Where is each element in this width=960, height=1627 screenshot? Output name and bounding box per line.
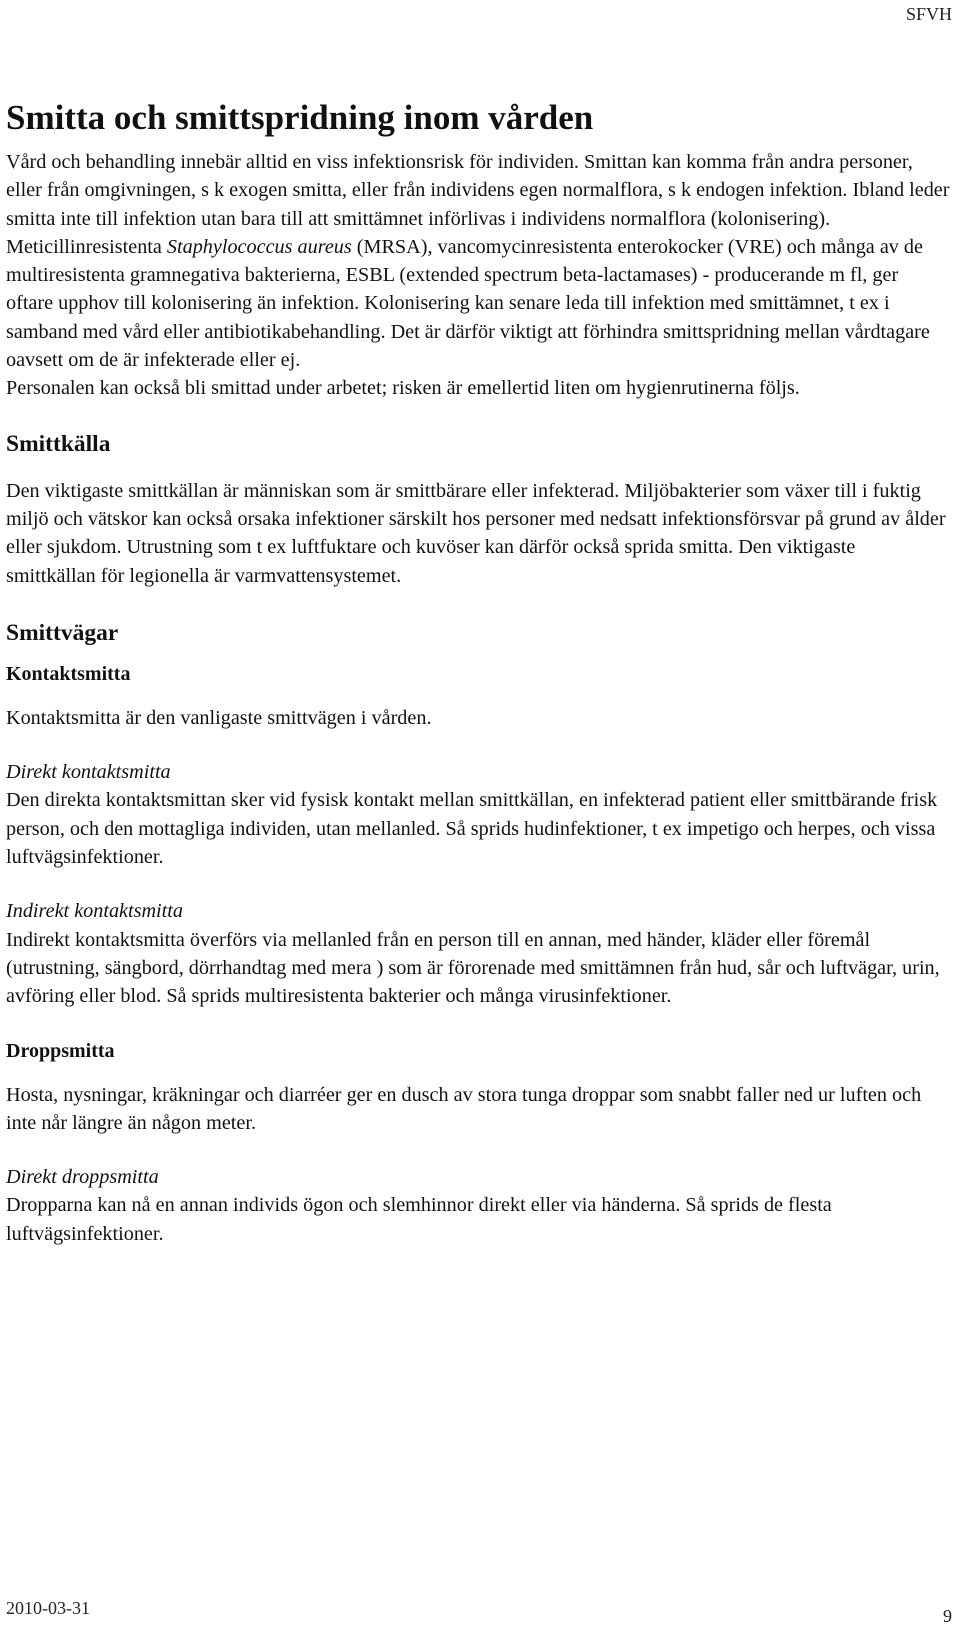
intro-text-b: (MRSA), vancomycinresistenta enterokocker (VRE) och många av de multiresistenta gramnegativa bakterierna, ESBL (extended spectrum beta-lactamases) - producerande m fl, ger oftare upphov till kolonisering än infektion. Kolonisering kan senare leda till infektion med smittämnet, t ex i samband med vård eller antibiotikabehandling. Det är därför viktigt att förhindra smittspridning mellan vårdtagare oavsett om de är infekterade eller ej.	[6, 235, 930, 372]
intro-species-name: Staphylococcus aureus	[166, 235, 352, 258]
page-number: 9	[943, 1606, 952, 1626]
heading-kontaktsmitta: Kontaktsmitta	[6, 662, 131, 685]
direkt-droppsmitta-text: Dropparna kan nå en annan individs ögon och slemhinnor direkt eller via händerna. Så sprids de flesta luftvägsinfektioner.	[6, 1194, 832, 1245]
indirekt-kontaktsmitta-text: Indirekt kontaktsmitta överförs via mellanled från en person till en annan, med händer, kläder eller föremål (utrustning, sängbord, dörrhandtag med mera ) som är förorenade med smittämnen från hud, sår och luftvägar, urin, avföring eller blod. Så sprids multiresistenta bakterier och många virusinfektioner.	[6, 928, 940, 1008]
kontaktsmitta-text: Kontaktsmitta är den vanligaste smittvägen i vården.	[6, 706, 432, 729]
heading-direkt-droppsmitta: Direkt droppsmitta	[6, 1166, 159, 1189]
header-org: SFVH	[905, 4, 952, 24]
direkt-kontaktsmitta-text: Den direkta kontaktsmittan sker vid fysisk kontakt mellan smittkällan, en infekterad patient eller smittbärande frisk person, och den mottagliga individen, utan mellanled. Så sprids hudinfektioner, t ex impetigo och herpes, och vissa luftvägsinfektioner.	[6, 789, 938, 869]
heading-smittvagar: Smittvägar	[6, 619, 119, 646]
smittkalla-text: Den viktigaste smittkällan är människan som är smittbärare eller infekterad. Miljöbakterier som växer till i fuktig miljö och vätskor kan också orsaka infektioner särskilt hos personer med nedsatt infektionsförsvar på grund av ålder eller sjukdom. Utrustning som t ex luftfuktare och kuvöser kan därför också sprida smitta. Den viktigaste smittkällan för legionella är varmvattensystemet.	[6, 479, 946, 587]
intro-text-a: Vård och behandling innebär alltid en viss infektionsrisk för individen. Smittan kan komma från andra personer, eller från omgivningen, s k exogen smitta, eller från individens egen normalflora, s k endogen infektion. Ibland leder smitta inte till infektion utan bara till att smittämnet införlivas i individens normalflora (kolonisering). Meticillinresistenta	[6, 151, 950, 258]
heading-direkt-kontaktsmitta: Direkt kontaktsmitta	[6, 761, 171, 784]
footer-date: 2010-03-31	[6, 1598, 90, 1618]
heading-smittkalla: Smittkälla	[6, 430, 111, 457]
intro-paragraph-2: Personalen kan också bli smittad under arbetet; risken är emellertid liten om hygienrutinerna följs.	[6, 377, 800, 400]
droppsmitta-text: Hosta, nysningar, kräkningar och diarréer ger en dusch av stora tunga droppar som snabbt faller ned ur luften och inte når längre än någon meter.	[6, 1083, 922, 1134]
intro-paragraph	[6, 148, 950, 374]
document-body	[6, 92, 950, 1248]
heading-droppsmitta: Droppsmitta	[6, 1039, 115, 1062]
page-title: Smitta och smittspridning inom vården	[6, 98, 594, 137]
heading-indirekt-kontaktsmitta: Indirekt kontaktsmitta	[6, 900, 183, 923]
